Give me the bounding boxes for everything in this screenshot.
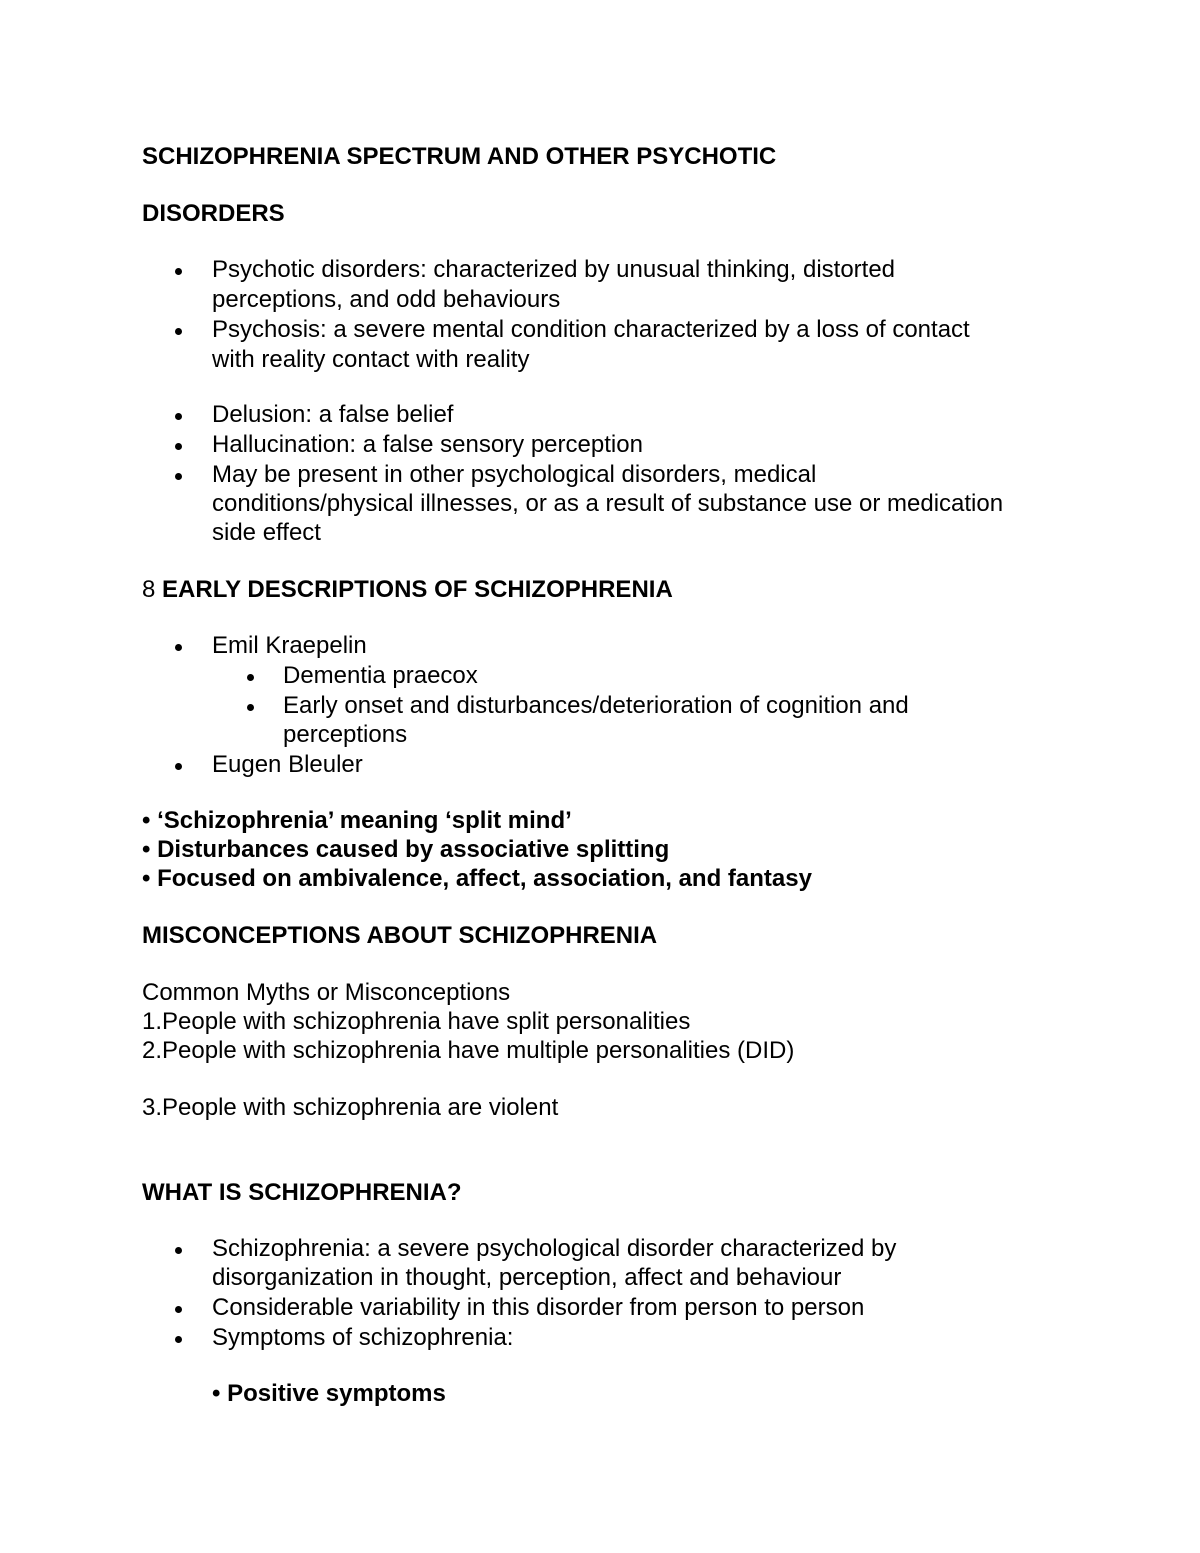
list-item-line: Delusion: a false belief (212, 401, 454, 428)
list-item-line: Schizophrenia: a severe psychological disorder characterized by (212, 1235, 897, 1262)
list-item-line: perceptions, and odd behaviours (212, 286, 561, 313)
section-heading-line2: DISORDERS (142, 200, 285, 227)
bleuler-point: • Focused on ambivalence, affect, association, and fantasy (142, 865, 812, 892)
positive-symptoms: • Positive symptoms (212, 1380, 446, 1407)
bullet-icon (175, 644, 182, 651)
list-item-line: Hallucination: a false sensory perception (212, 431, 643, 458)
bullet-icon (175, 413, 182, 420)
list-item-line: Symptoms of schizophrenia: (212, 1324, 514, 1351)
section-heading (142, 575, 673, 605)
bullet-icon (175, 328, 182, 335)
list-item-line: Emil Kraepelin (212, 632, 367, 659)
bullet-icon (175, 473, 182, 480)
bullet-icon (175, 268, 182, 275)
bullet-icon (175, 1247, 182, 1254)
section-heading: MISCONCEPTIONS ABOUT SCHIZOPHRENIA (142, 922, 658, 949)
myth-item: 3.People with schizophrenia are violent (142, 1094, 559, 1121)
list-item-line: side effect (212, 519, 321, 546)
list-item-line: Eugen Bleuler (212, 751, 363, 778)
heading-number: 8 (142, 576, 156, 603)
bullet-icon (175, 1336, 182, 1343)
heading-text: EARLY DESCRIPTIONS OF SCHIZOPHRENIA (162, 576, 673, 603)
bullet-icon (247, 674, 254, 681)
bullet-icon (247, 704, 254, 711)
bullet-icon (175, 443, 182, 450)
section-heading: WHAT IS SCHIZOPHRENIA? (142, 1179, 462, 1206)
myth-item: 2.People with schizophrenia have multiple personalities (DID) (142, 1037, 795, 1064)
paragraph-line: Common Myths or Misconceptions (142, 979, 511, 1006)
list-item-line: with reality contact with reality (212, 346, 530, 373)
sub-list-item-line: perceptions (283, 721, 408, 748)
bullet-icon (175, 763, 182, 770)
list-item-line: disorganization in thought, perception, affect and behaviour (212, 1264, 842, 1291)
myth-item: 1.People with schizophrenia have split personalities (142, 1008, 691, 1035)
sub-list-item-line: Early onset and disturbances/deterioration of cognition and (283, 692, 909, 719)
list-item-line: Psychosis: a severe mental condition characterized by a loss of contact (212, 316, 970, 343)
bleuler-point: • Disturbances caused by associative splitting (142, 836, 670, 863)
list-item-line: May be present in other psychological disorders, medical (212, 461, 817, 488)
list-item-line: Psychotic disorders: characterized by unusual thinking, distorted (212, 256, 896, 283)
list-item-line: Considerable variability in this disorder from person to person (212, 1294, 865, 1321)
section-heading-line1: SCHIZOPHRENIA SPECTRUM AND OTHER PSYCHOTIC (142, 143, 777, 170)
sub-list-item-line: Dementia praecox (283, 662, 478, 689)
bullet-icon (175, 1306, 182, 1313)
bleuler-point: • ‘Schizophrenia’ meaning ‘split mind’ (142, 807, 572, 834)
list-item-line: conditions/physical illnesses, or as a result of substance use or medication (212, 490, 1004, 517)
